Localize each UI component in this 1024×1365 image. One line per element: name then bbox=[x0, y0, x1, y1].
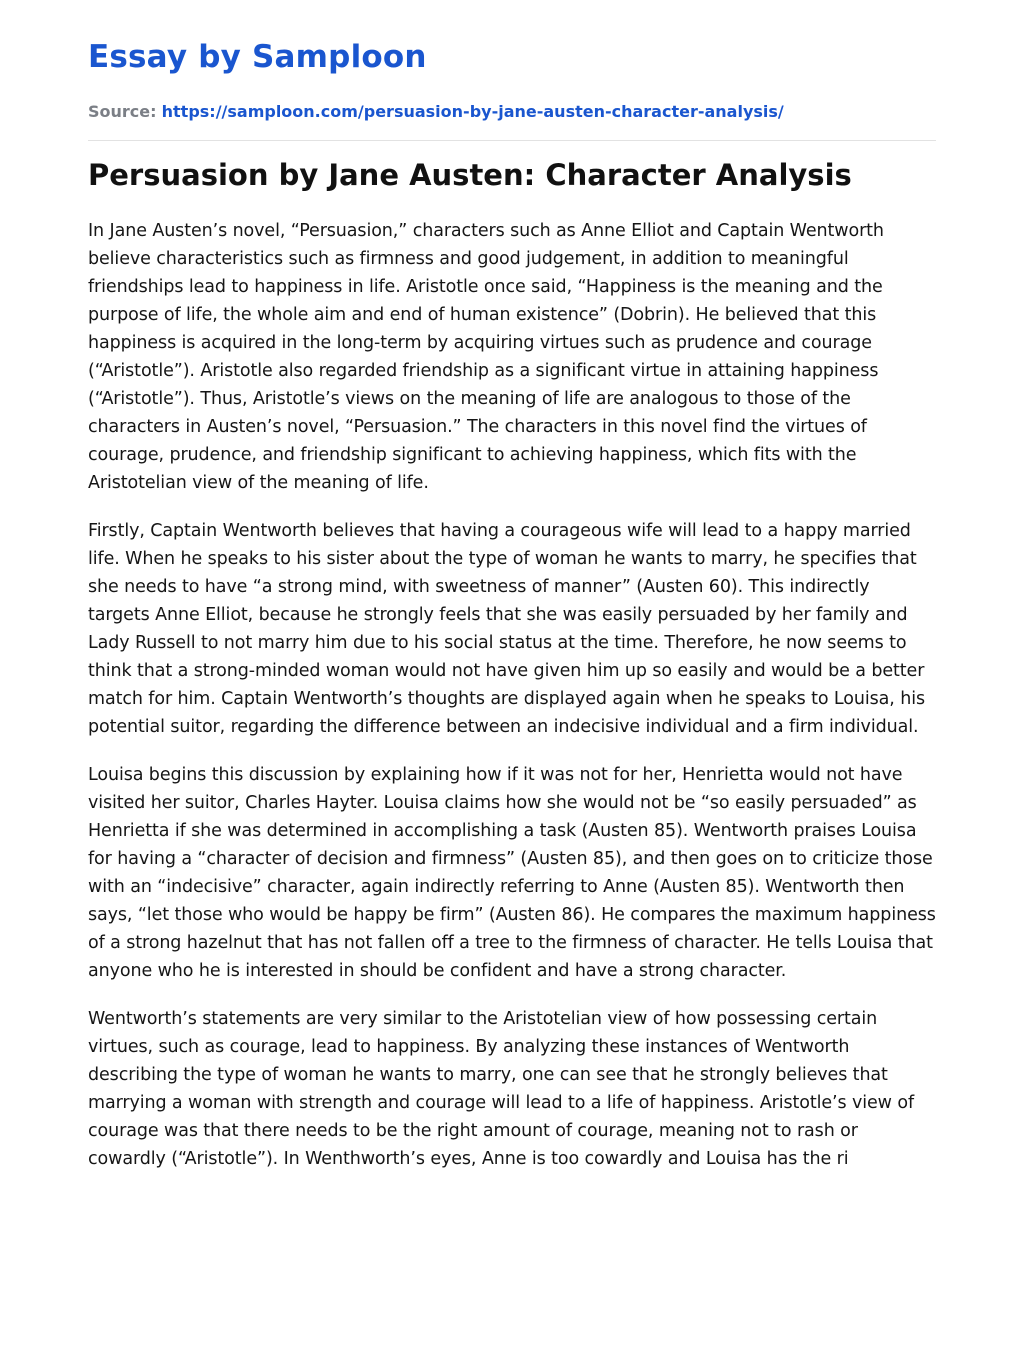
essay-body bbox=[88, 217, 936, 1173]
essay-paragraph: Firstly, Captain Wentworth believes that having a courageous wife will lead to a happy married life. When he speaks to his sister about the type of woman he wants to marry, he specifies that she needs to have “a strong mind, with sweetness of manner” (Austen 60). This indirectly targets Anne Elliot, because he strongly feels that she was easily persuaded by her family and Lady Russell to not marry him due to his social status at the time. Therefore, he now seems to think that a strong-minded woman would not have given him up so easily and would be a better match for him. Captain Wentworth’s thoughts are displayed again when he speaks to Louisa, his potential suitor, regarding the difference between an indecisive individual and a firm individual. bbox=[88, 521, 925, 737]
source-link[interactable]: https://samploon.com/persuasion-by-jane-austen-character-analysis/ bbox=[161, 102, 784, 121]
source-line bbox=[88, 101, 936, 123]
essay-page bbox=[88, 0, 936, 1193]
essay-title: Persuasion by Jane Austen: Character Analysis bbox=[88, 158, 852, 192]
source-label: Source: bbox=[88, 102, 157, 121]
site-brand[interactable]: Essay by Samploon bbox=[88, 39, 427, 75]
essay-paragraph: Louisa begins this discussion by explaining how if it was not for her, Henrietta would not have visited her suitor, Charles Hayter. Louisa claims how she would not be “so easily persuaded” as Henrietta if she was determined in accomplishing a task (Austen 85). Wentworth praises Louisa for having a “character of decision and firmness” (Austen 85), and then goes on to criticize those with an “indecisive” character, again indirectly referring to Anne (Austen 85). Wentworth then says, “let those who would be happy be firm” (Austen 86). He compares the maximum happiness of a strong hazelnut that has not fallen off a tree to the firmness of character. He tells Louisa that anyone who he is interested in should be confident and have a strong character. bbox=[88, 765, 936, 981]
header-divider bbox=[88, 140, 936, 141]
essay-paragraph: In Jane Austen’s novel, “Persuasion,” characters such as Anne Elliot and Captain Wentworth believe characteristics such as firmness and good judgement, in addition to meaningful friendships lead to happiness in life. Aristotle once said, “Happiness is the meaning and the purpose of life, the whole aim and end of human existence” (Dobrin). He believed that this happiness is acquired in the long-term by acquiring virtues such as prudence and courage (“Aristotle”). Aristotle also regarded friendship as a significant virtue in attaining happiness (“Aristotle”). Thus, Aristotle’s views on the meaning of life are analogous to those of the characters in Austen’s novel, “Persuasion.” The characters in this novel find the virtues of courage, prudence, and friendship significant to achieving happiness, which fits with the Aristotelian view of the meaning of life. bbox=[88, 221, 884, 493]
essay-paragraph: Wentworth’s statements are very similar to the Aristotelian view of how possessing certain virtues, such as courage, lead to happiness. By analyzing these instances of Wentworth describing the type of woman he wants to marry, one can see that he strongly believes that marrying a woman with strength and courage will lead to a life of happiness. Aristotle’s view of courage was that there needs to be the right amount of courage, meaning not to rash or cowardly (“Aristotle”). In Wenthworth’s eyes, Anne is too cowardly and Louisa has the ri bbox=[88, 1009, 915, 1169]
